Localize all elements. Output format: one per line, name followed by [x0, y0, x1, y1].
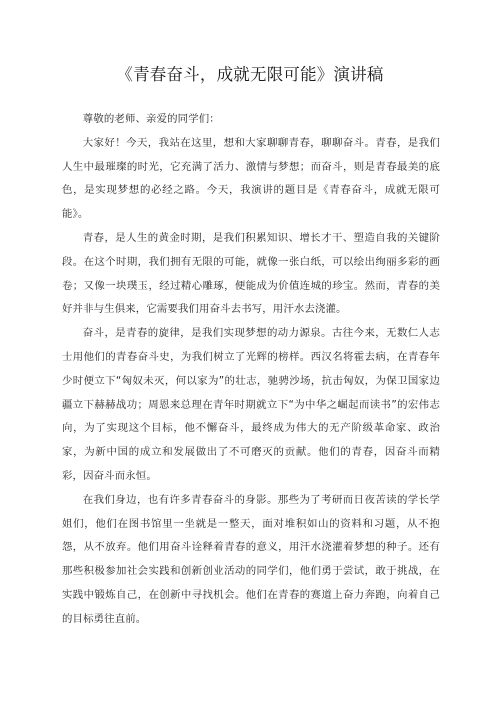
document-body — [62, 108, 440, 632]
paragraph-1: 大家好！今天，我站在这里，想和大家聊聊青春，聊聊奋斗。青春，是我们人生中最璀璨的时光，它充满了活力、激情与梦想；而奋斗，则是青春最美的底色，是实现梦想的必经之路。今天，我演讲的题目是《青春奋斗，成就无限可能》。 — [62, 136, 440, 221]
paragraph-4: 在我们身边，也有许多青春奋斗的身影。那些为了考研而日夜苦读的学长学姐们，他们在图书馆里一坐就是一整天，面对堆积如山的资料和习题，从不抱怨，从不放弃。他们用奋斗诠释着青春的意义，用汗水浇灌着梦想的种子。还有那些积极参加社会实践和创新创业活动的同学们，他们勇于尝试，敢于挑战，在实践中锻炼自己，在创新中寻找机会。他们在青春的赛道上奋力奔跑，向着自己的目标勇往直前。 — [62, 493, 440, 625]
paragraph-2: 青春，是人生的黄金时期，是我们积累知识、增长才干、塑造自我的关键阶段。在这个时期，我们拥有无限的可能，就像一张白纸，可以绘出绚丽多彩的画卷；又像一块璞玉，经过精心雕琢，便能成为价值连城的珍宝。然而，青春的美好并非与生俱来，它需要我们用奋斗去书写，用汗水去浇灌。 — [62, 231, 440, 316]
document-title: 《青春奋斗，成就无限可能》演讲稿 — [116, 65, 384, 84]
salutation: 尊敬的老师、亲爱的同学们： — [82, 113, 220, 125]
paragraph-3: 奋斗，是青春的旋律，是我们实现梦想的动力源泉。古往今来，无数仁人志士用他们的青春奋斗史，为我们树立了光辉的榜样。西汉名将霍去病，在青春年少时便立下“匈奴未灭，何以家为”的壮志，驰骋沙场，抗击匈奴，为保卫国家边疆立下赫赫战功；周恩来总理在青年时期就立下“为中华之崛起而读书”的宏伟志向，为了实现这个目标，他不懈奋斗，最终成为伟大的无产阶级革命家、政治家，为新中国的成立和发展做出了不可磨灭的贡献。他们的青春，因奋斗而精彩，因奋斗而永恒。 — [62, 327, 440, 482]
